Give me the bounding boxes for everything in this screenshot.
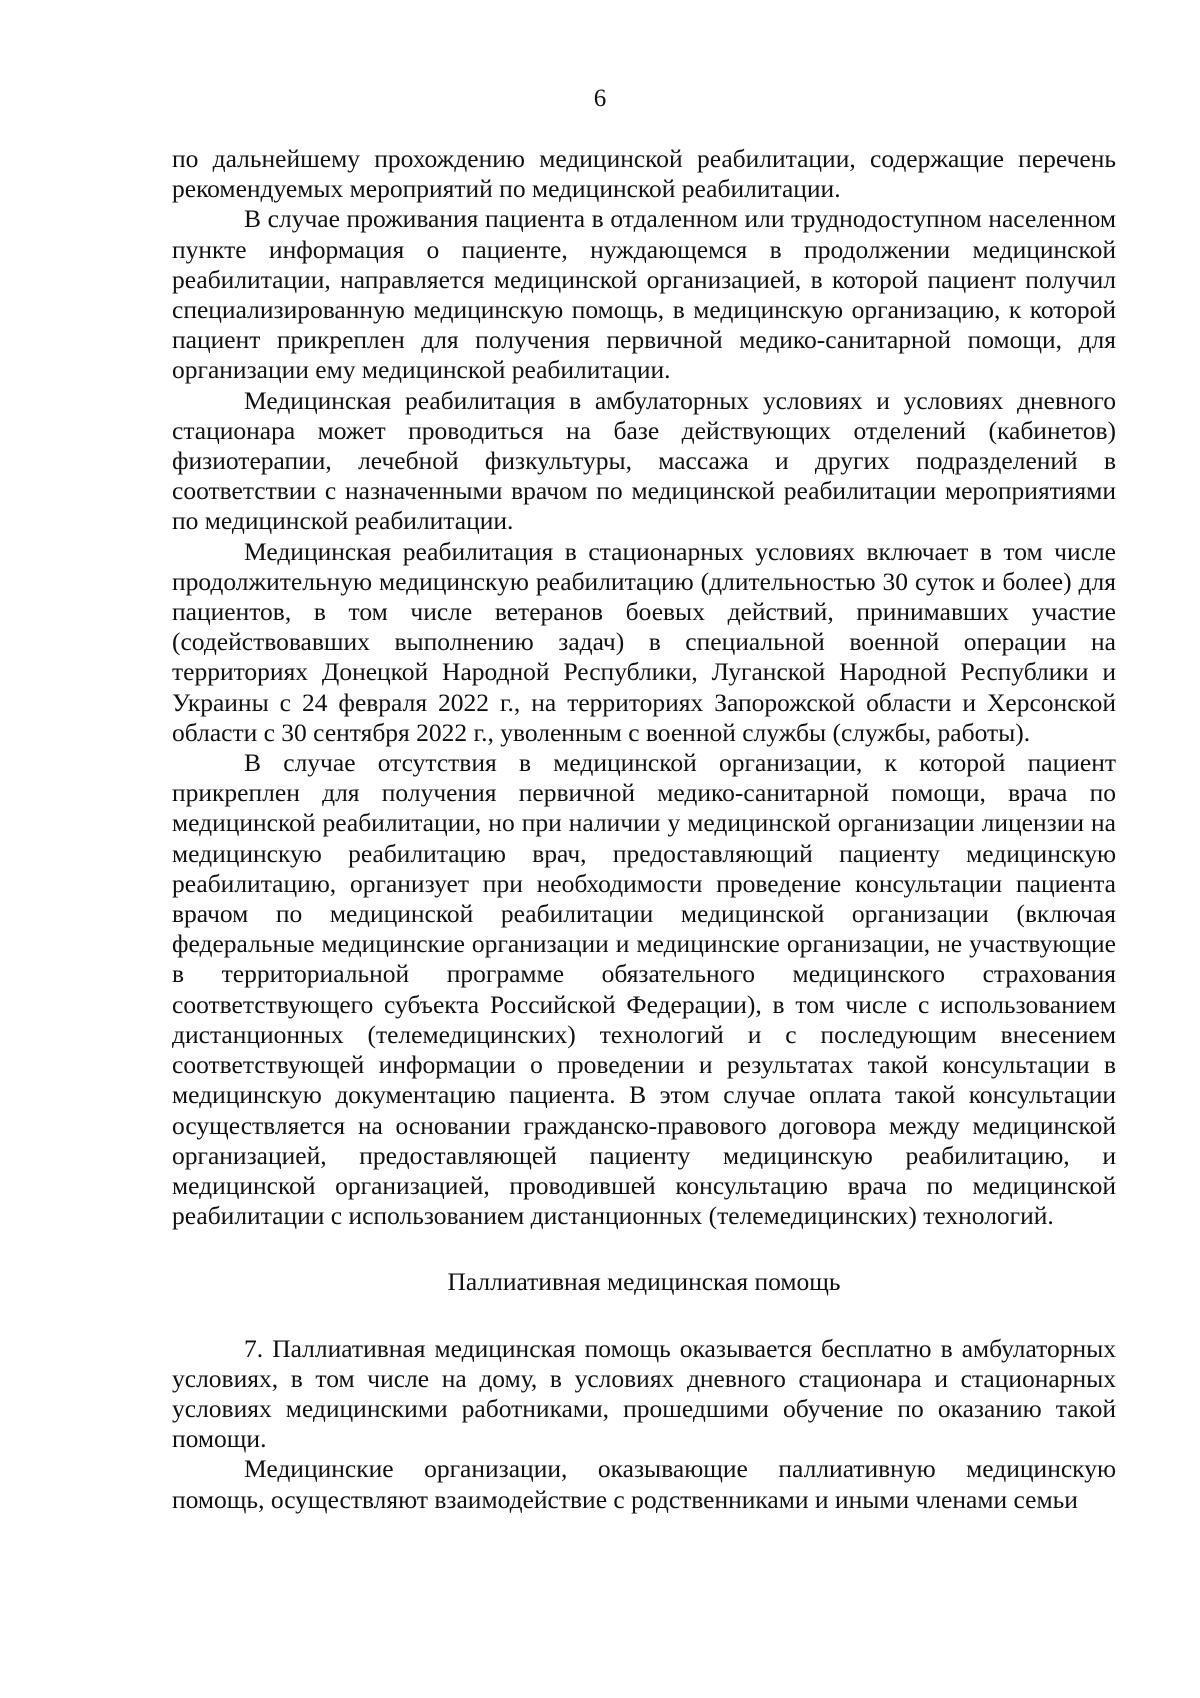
paragraph-palliative-care: 7. Паллиативная медицинская помощь оказывается бесплатно в амбулаторных условиях, в том числе на дому, в условиях дневного стационара и стационарных условиях медицинскими работниками, прошедшими обучение по оказанию такой помощи. [172,1333,1116,1454]
paragraph-continuation: по дальнейшему прохождению медицинской реабилитации, содержащие перечень рекомендуемых мероприятий по медицинской реабилитации. [172,144,1116,204]
section-heading: Паллиативная медицинская помощь [447,1267,841,1297]
paragraph-palliative-organizations: Медицинские организации, оказывающие паллиативную медицинскую помощь, осуществляют взаимодействие с родственниками и иными членами семьи [172,1454,1116,1514]
paragraph-inpatient-rehabilitation: Медицинская реабилитация в стационарных условиях включает в том числе продолжительную медицинскую реабилитацию (длительностью 30 суток и более) для пациентов, в том числе ветеранов боевых действий, принимавших участие (содействовавших выполнению задач) в специальной военной операции на территориях Донецкой Народной Республики, Луганской Народной Республики и Украины с 24 февраля 2022 г., на территориях Запорожской области и Херсонской области с 30 сентября 2022 г., уволенным с военной службы (службы, работы). [172,536,1116,747]
document-body [172,144,1116,1515]
paragraph-outpatient-rehabilitation: Медицинская реабилитация в амбулаторных условиях и условиях дневного стационара может проводиться на базе действующих отделений (кабинетов) физиотерапии, лечебной физкультуры, массажа и других подразделений в соответствии с назначенными врачом по медицинской реабилитации мероприятиями по медицинской реабилитации. [172,385,1116,536]
paragraph-remote-residence: В случае проживания пациента в отдаленном или труднодоступном населенном пункте информация о пациенте, нуждающемся в продолжении медицинской реабилитации, направляется медицинской организацией, в которой пациент получил специализированную медицинскую помощь, в медицинскую организацию, к которой пациент прикреплен для получения первичной медико-санитарной помощи, для организации ему медицинской реабилитации. [172,204,1116,385]
paragraph-consultation: В случае отсутствия в медицинской организации, к которой пациент прикреплен для получения первичной медико-санитарной помощи, врача по медицинской реабилитации, но при наличии у медицинской организации лицензии на медицинскую реабилитацию врач, предоставляющий пациенту медицинскую реабилитацию, организует при необходимости проведение консультации пациента врачом по медицинской реабилитации медицинской организации (включая федеральные медицинские организации и медицинские организации, не участвующие в территориальной программе обязательного медицинского страхования соответствующего субъекта Российской Федерации), в том числе с использованием дистанционных (телемедицинских) технологий и с последующим внесением соответствующей информации о проведении и результатах такой консультации в медицинскую документацию пациента. В этом случае оплата такой консультации осуществляется на основании гражданско-правового договора между медицинской организацией, предоставляющей пациенту медицинскую реабилитацию, и медицинской организацией, проводившей консультацию врача по медицинской реабилитации с использованием дистанционных (телемедицинских) технологий. [172,748,1116,1231]
page-number: 6 [593,85,607,112]
